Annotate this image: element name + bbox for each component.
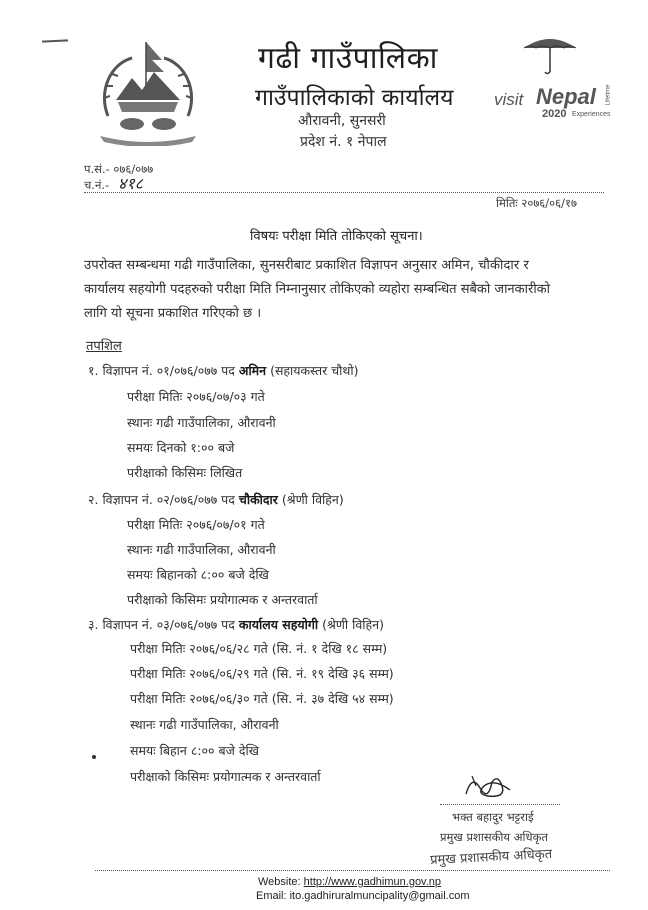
item-1-suffix: (सहायकस्तर चौथो) bbox=[266, 363, 359, 378]
umbrella-icon bbox=[520, 34, 580, 76]
body-line: उपरोक्त सम्बन्धमा गढी गाउँपालिका, सुनसरीबाट प्रकाशित विज्ञापन अनुसार अमिन, चौकीदार र bbox=[84, 258, 529, 273]
item-1-line: परीक्षा मितिः २०७६/०७/०३ गते bbox=[127, 389, 265, 404]
website-label: Website: bbox=[258, 876, 304, 888]
item-3-post: कार्यालय सहयोगी bbox=[238, 617, 319, 632]
office-name: गाउँपालिकाको कार्यालय bbox=[255, 85, 454, 111]
org-name: गढी गाउँपालिका bbox=[258, 41, 438, 76]
item-3-header bbox=[88, 616, 384, 633]
nepal-text: Nepal bbox=[536, 84, 596, 109]
office-province: प्रदेश नं. १ नेपाल bbox=[300, 134, 387, 150]
ps-number: प.सं.- ०७६/०७७ bbox=[84, 162, 154, 176]
item-1-post: अमिन bbox=[238, 363, 267, 378]
body-paragraph bbox=[84, 254, 614, 326]
pen-mark bbox=[42, 39, 68, 42]
office-place: औरावनी, सुनसरी bbox=[298, 113, 386, 129]
footer-website bbox=[258, 876, 441, 888]
year-text: 2020 bbox=[542, 108, 567, 120]
item-3-suffix: (श्रेणी विहिन) bbox=[318, 617, 384, 632]
item-3-line: परीक्षाको किसिमः प्रयोगात्मक र अन्तरवार्ता bbox=[130, 769, 321, 784]
header-divider bbox=[84, 192, 604, 193]
ink-dot bbox=[92, 755, 96, 759]
date-line: मितिः २०७६/०६/१७ bbox=[496, 196, 577, 210]
item-2-line: परीक्षा मितिः २०७६/०७/०१ गते bbox=[127, 517, 265, 532]
item-2-line: समयः बिहानको ८:०० बजे देखि bbox=[127, 567, 269, 582]
item-1-line: समयः दिनको १:०० बजे bbox=[127, 440, 235, 455]
signatory-name: भक्त बहादुर भट्टराई bbox=[452, 810, 534, 824]
body-line: कार्यालय सहयोगी पदहरुको परीक्षा मिति निम्नानुसार तोकिएको व्यहोरा सम्बन्धित सबैको जानकारीको bbox=[84, 282, 551, 297]
item-2-header bbox=[88, 491, 344, 508]
visit-text: visit bbox=[494, 90, 524, 109]
lifetime-text: Lifetime bbox=[605, 84, 612, 106]
subject: विषयः परीक्षा मिति तोकिएको सूचना। bbox=[250, 229, 423, 244]
item-1-prefix: १. विज्ञापन नं. ०१/०७६/०७७ पद bbox=[88, 363, 239, 378]
footer-email: Email: ito.gadhiruralmuncipality@gmail.com bbox=[256, 890, 470, 902]
signature bbox=[458, 768, 518, 808]
item-2-prefix: २. विज्ञापन नं. ०२/०७६/०७७ पद bbox=[88, 492, 239, 507]
item-1-line: स्थानः गढी गाउँपालिका, औरावनी bbox=[127, 415, 276, 430]
item-3-line: परीक्षा मितिः २०७६/०६/३० गते (सि. नं. ३७ देखि ५४ सम्म) bbox=[130, 691, 394, 706]
website-link[interactable]: http://www.gadhimun.gov.np bbox=[303, 876, 442, 888]
item-2-post: चौकीदार bbox=[238, 492, 278, 507]
cn-label: च.नं.- bbox=[84, 178, 110, 192]
item-3-line: परीक्षा मितिः २०७६/०६/२९ गते (सि. नं. १९ देखि ३६ सम्म) bbox=[130, 666, 394, 681]
visit-nepal-badge bbox=[494, 34, 614, 124]
item-1-header bbox=[88, 362, 358, 379]
item-3-line: परीक्षा मितिः २०७६/०६/२८ गते (सि. नं. १ देखि १८ सम्म) bbox=[130, 641, 388, 656]
item-2-line: स्थानः गढी गाउँपालिका, औरावनी bbox=[127, 542, 276, 557]
signatory-title: प्रमुख प्रशासकीय अधिकृत bbox=[440, 830, 548, 844]
item-3-line: समयः बिहान ८:०० बजे देखि bbox=[130, 743, 260, 758]
item-3-prefix: ३. विज्ञापन नं. ०३/०७६/०७७ पद bbox=[88, 617, 239, 632]
official-stamp: प्रमुख प्रशासकीय अधिकृत bbox=[429, 846, 553, 869]
details-heading: तपशिल bbox=[86, 339, 122, 354]
item-1-line: परीक्षाको किसिमः लिखित bbox=[127, 465, 243, 480]
nepal-emblem bbox=[92, 38, 204, 146]
item-2-line: परीक्षाको किसिमः प्रयोगात्मक र अन्तरवार्ता bbox=[127, 592, 318, 607]
footer-divider bbox=[95, 870, 610, 871]
signature-line bbox=[440, 804, 560, 805]
body-line: लागि यो सूचना प्रकाशित गरिएको छ । bbox=[84, 306, 262, 321]
experiences-text: Experiences bbox=[572, 111, 611, 118]
item-2-suffix: (श्रेणी विहिन) bbox=[277, 492, 344, 507]
cn-handwritten: ४१८ bbox=[118, 174, 143, 193]
item-3-line: स्थानः गढी गाउँपालिका, औरावनी bbox=[130, 717, 279, 732]
